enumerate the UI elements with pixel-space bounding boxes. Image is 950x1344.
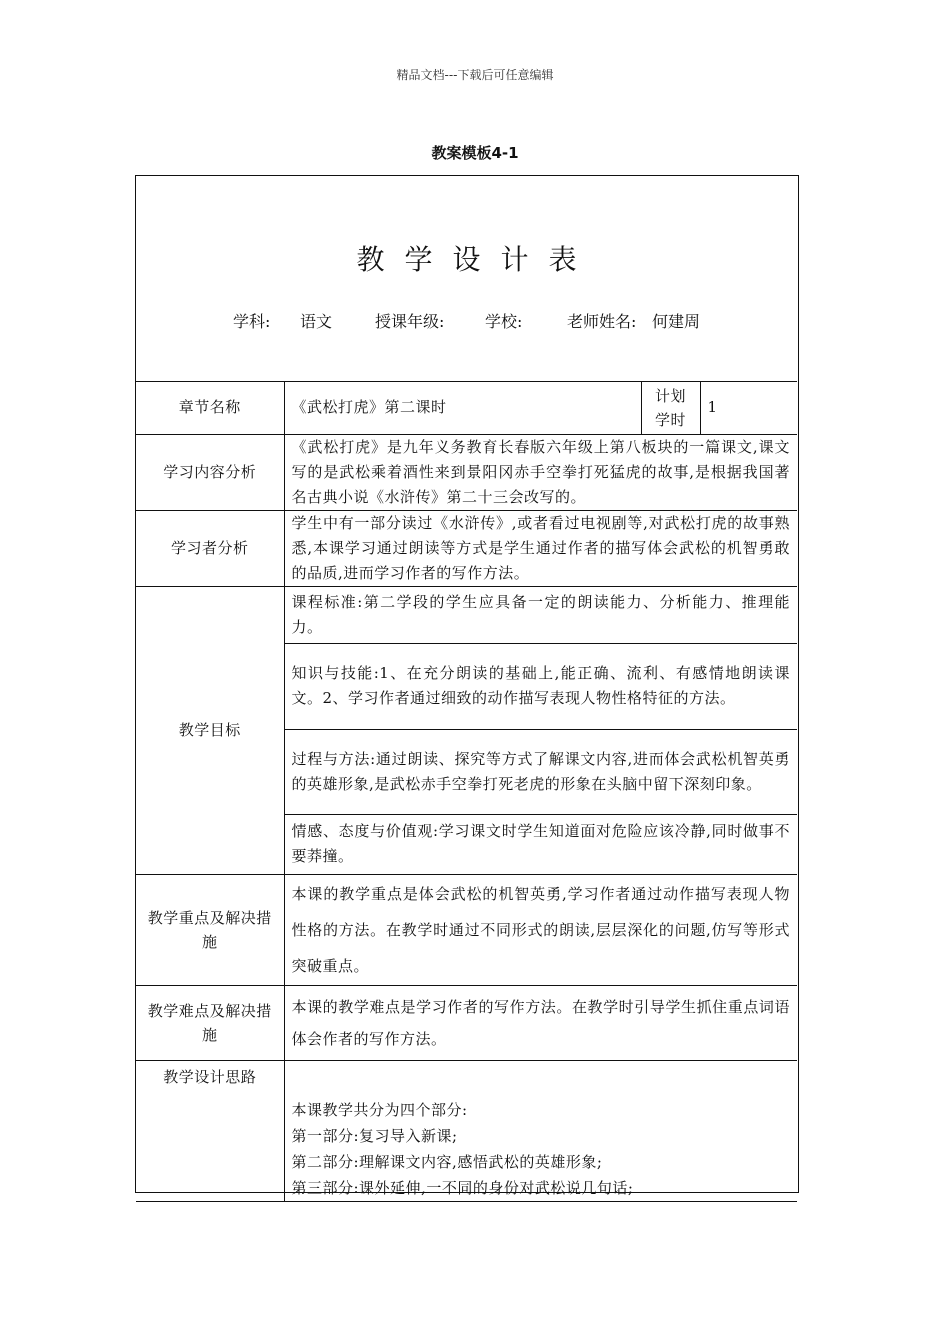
subject-value: 语文 bbox=[300, 312, 333, 331]
teacher-label: 老师姓名: bbox=[567, 312, 637, 331]
subject-label: 学科: bbox=[233, 312, 271, 331]
design-content bbox=[284, 1060, 797, 1201]
difficulty-row bbox=[136, 985, 797, 1060]
chapter-label: 章节名称 bbox=[136, 382, 284, 434]
planned-hours-value: 1 bbox=[700, 382, 797, 434]
planned-hours-label bbox=[641, 382, 700, 434]
document-title: 教案模板4-1 bbox=[431, 144, 519, 162]
learner-analysis-row bbox=[136, 510, 797, 586]
content-analysis-label: 学习内容分析 bbox=[136, 434, 284, 510]
goal-process-methods: 过程与方法:通过朗读、探究等方式了解课文内容,进而体会武松机智英勇的英雄形象,是武松赤手空拳打死老虎的形象在头脑中留下深刻印象。 bbox=[284, 729, 797, 814]
goal-attitude-values: 情感、态度与价值观:学习课文时学生知道面对危险应该冷静,同时做事不要莽撞。 bbox=[284, 814, 797, 874]
planned-hours-label-line2: 学时 bbox=[654, 410, 686, 429]
design-line: 本课教学共分为四个部分: bbox=[291, 1100, 468, 1119]
teacher-value: 何建周 bbox=[652, 312, 701, 331]
chapter-row bbox=[136, 382, 797, 434]
difficulty-label: 教学难点及解决措施 bbox=[136, 985, 284, 1060]
design-row bbox=[136, 1060, 797, 1201]
teaching-goals-label: 教学目标 bbox=[136, 586, 284, 874]
design-line: 第一部分:复习导入新课; bbox=[291, 1126, 458, 1145]
learner-analysis-label: 学习者分析 bbox=[136, 510, 284, 586]
learner-analysis-text: 学生中有一部分读过《水浒传》,或者看过电视剧等,对武松打虎的故事熟悉,本课学习通过朗读等方式是学生通过作者的描写体会武松的机智勇敢的品质,进而学习作者的写作方法。 bbox=[284, 510, 797, 586]
content-analysis-row bbox=[136, 434, 797, 510]
goal-row-standard bbox=[136, 586, 797, 643]
key-points-row bbox=[136, 874, 797, 985]
difficulty-text: 本课的教学难点是学习作者的写作方法。在教学时引导学生抓住重点词语体会作者的写作方法。 bbox=[284, 985, 797, 1060]
grade-label: 授课年级: bbox=[375, 312, 445, 331]
form-header bbox=[136, 176, 797, 382]
design-label: 教学设计思路 bbox=[136, 1060, 284, 1201]
form-title: 教学设计表 bbox=[356, 243, 597, 276]
lesson-plan-table bbox=[136, 382, 797, 1202]
design-line: 第三部分:课外延伸,一不同的身份对武松说几句话; bbox=[291, 1178, 634, 1197]
planned-hours-label-line1: 计划 bbox=[654, 386, 686, 405]
key-points-text: 本课的教学重点是体会武松的机智英勇,学习作者通过动作描写表现人物性格的方法。在教学时通过不同形式的朗读,层层深化的问题,仿写等形式突破重点。 bbox=[284, 874, 797, 985]
chapter-value: 《武松打虎》第二课时 bbox=[284, 382, 641, 434]
goal-curriculum-standard: 课程标准:第二学段的学生应具备一定的朗读能力、分析能力、推理能力。 bbox=[284, 586, 797, 643]
school-label: 学校: bbox=[485, 312, 523, 331]
content-analysis-text: 《武松打虎》是九年义务教育长春版六年级上第八板块的一篇课文,课文写的是武松乘着酒性来到景阳冈赤手空拳打死猛虎的故事,是根据我国著名古典小说《水浒传》第二十三会改写的。 bbox=[284, 434, 797, 510]
design-line: 第二部分:理解课文内容,感悟武松的英雄形象; bbox=[291, 1152, 603, 1171]
key-points-label: 教学重点及解决措施 bbox=[136, 874, 284, 985]
goal-knowledge-skills: 知识与技能:1、在充分朗读的基础上,能正确、流利、有感情地朗读课文。2、学习作者通过细致的动作描写表现人物性格特征的方法。 bbox=[284, 643, 797, 729]
lesson-plan-frame bbox=[135, 175, 799, 1197]
page-watermark: 精品文档---下载后可任意编辑 bbox=[396, 68, 554, 82]
